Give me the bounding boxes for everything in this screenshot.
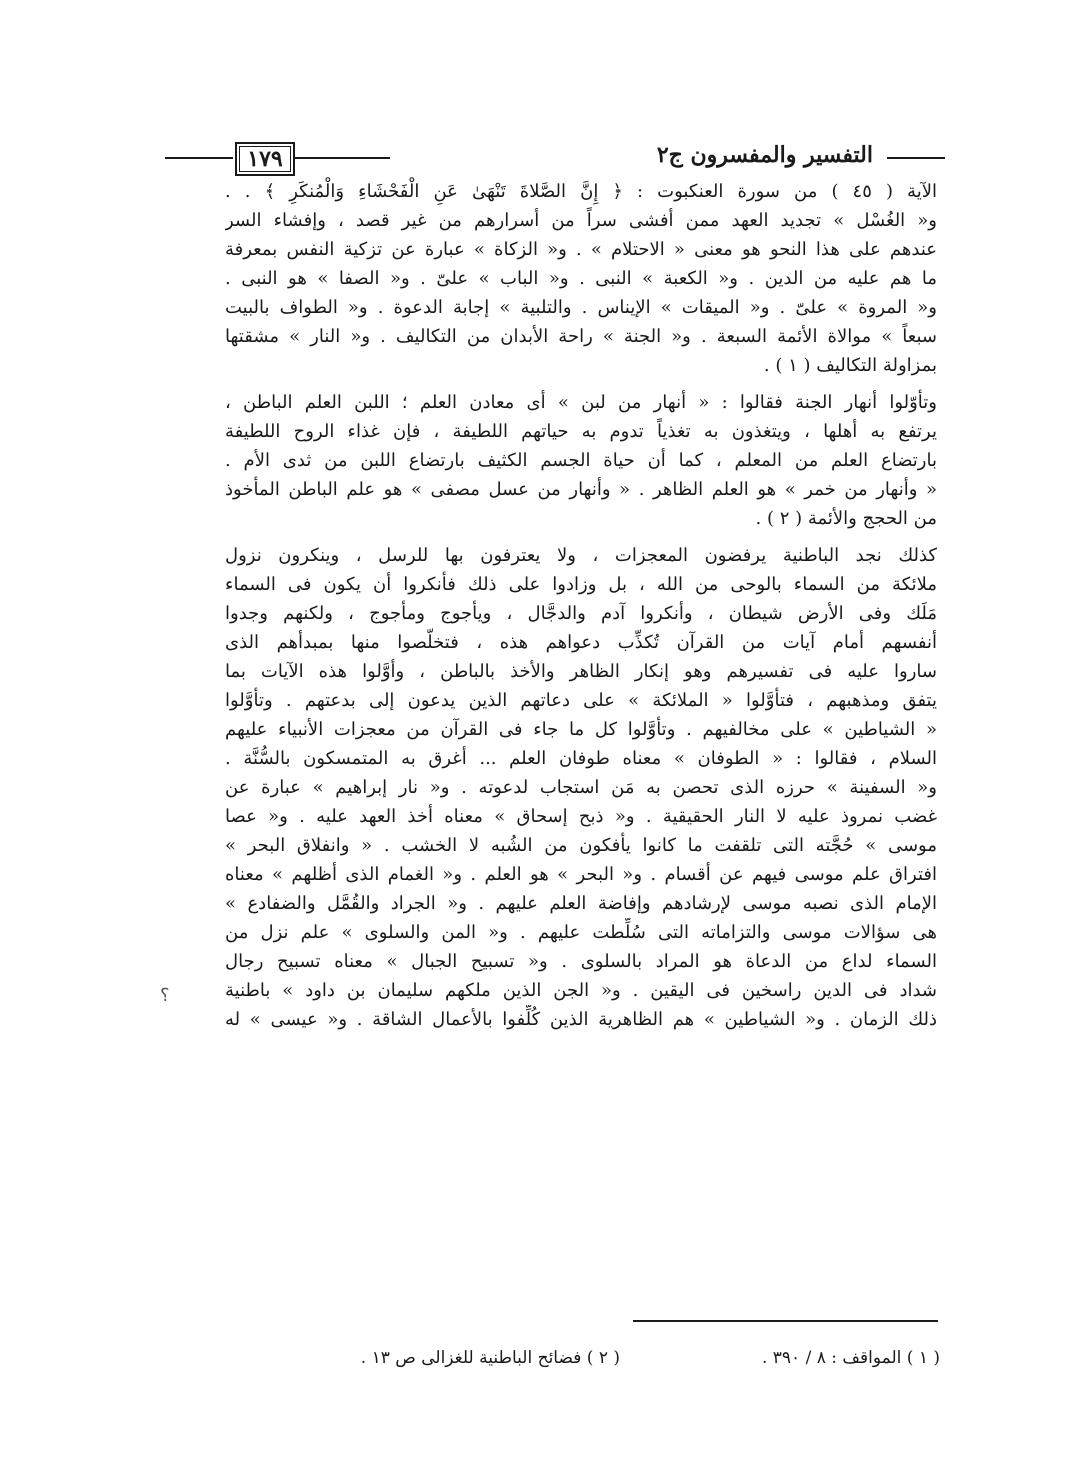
text-line: و« المروة » علىّ . و« الميقات » الإيناس . والتلبية » إجابة الدعوة . و« الطواف بالبيت — [225, 297, 937, 318]
text-line: ساروا عليه فى تفسيرهم وهو إنكار الظاهر والأخذ بالباطن ، وأوَّلوا هذه الآيات بما — [225, 661, 937, 682]
text-line: شداد فى الدين راسخين فى اليقين . و« الجن الذين ملكهم سليمان بن داود » باطنية — [225, 980, 937, 1001]
book-title: التفسير والمفسرون ج٢ — [656, 142, 873, 168]
text-line: كذلك نجد الباطنية يرفضون المعجزات ، ولا يعترفون بها للرسل ، وينكرون نزول — [225, 545, 937, 566]
text-line: السلام ، فقالوا : « الطوفان » معناه طوفان العلم ... أغرق به المتمسكون بالسُّنَّة . — [225, 748, 937, 769]
body-text — [225, 177, 937, 1034]
running-header — [165, 140, 945, 180]
text-line: « وأنهار من خمر » هو العلم الظاهر . « وأنهار من عسل مصفى » هو علم الباطن المأخوذ — [225, 479, 937, 500]
text-line: افتراق علم موسى فيهم عن أقسام . و« البحر » هو العلم . و« الغمام الذى أظلهم » معناه — [225, 864, 937, 885]
page-number: ١٧٩ — [235, 142, 295, 176]
text-line: بمزاولة التكاليف ( ١ ) . — [763, 355, 937, 376]
text-line: بارتضاع العلم من المعلم ، كما أن حياة الجسم الكثيف بارتضاع اللبن من ثدى الأم . — [225, 450, 937, 471]
text-line: هى سؤالات موسى والتزاماته التى سُلِّطت عليهم . و« المن والسلوى » علم نزل من — [225, 922, 937, 943]
text-line: و« السفينة » حرزه الذى تحصن به مَن استجاب لدعوته . و« نار إبراهيم » عبارة عن — [225, 777, 937, 798]
text-line: يتفق ومذهبهم ، فتأوَّلوا « الملائكة » على دعاتهم الذين يدعون إلى بدعتهم . وتأوَّلوا — [225, 690, 937, 711]
text-line: السماء لداع من الدعاة هو المراد بالسلوى . و« تسبيح الجبال » معناه تسبيح رجال — [225, 951, 937, 972]
text-line: الإمام الذى نصبه موسى لإرشادهم وإفاضة العلم عليهم . و« الجراد والقُمَّل والضفادع » — [225, 893, 937, 914]
text-line: من الحجج والأئمة ( ٢ ) . — [755, 508, 937, 529]
paragraph-gap — [225, 380, 937, 388]
text-line: مَلَك وفى الأرض شيطان ، وأنكروا آدم والدجَّال ، ويأجوج ومأجوج ، ولكنهم وجدوا — [225, 603, 937, 624]
text-line: وتأوّلوا أنهار الجنة فقالوا : « أنهار من لبن » أى معادن العلم ؛ اللبن العلم الباطن ، — [225, 392, 937, 413]
text-line: ذلك الزمان . و« الشياطين » هم الظاهرية الذين كُلِّفوا بالأعمال الشاقة . و« عيسى » له — [225, 1009, 937, 1030]
header-rule-left — [165, 157, 233, 159]
text-line: أنفسهم أمام آيات من القرآن تُكذِّب دعواهم هذه ، فتخلَّصوا منها بمبدأهم الذى — [225, 632, 937, 653]
footnote-1: ( ١ ) المواقف : ٨ / ٣٩٠ . — [761, 1348, 940, 1368]
paragraph-gap — [225, 533, 937, 541]
text-line: سبعاً » موالاة الأئمة السبعة . و« الجنة » راحة الأبدان من التكاليف . و« النار » مشقتها — [225, 326, 937, 347]
text-line: موسى » حُجَّته التى تلقفت ما كانوا يأفكون من الشُبه لا الخشب . « وانفلاق البحر » — [225, 835, 937, 856]
text-line: عندهم على هذا النحو هو معنى « الاحتلام » . و« الزكاة » عبارة عن تزكية النفس بمعرفة — [225, 239, 937, 260]
text-line: « الشياطين » على مخالفيهم . وتأوَّلوا كل ما جاء فى القرآن من معجزات الأنبياء عليهم — [225, 719, 937, 740]
text-line: ما هم عليه من الدين . و« الكعبة » النبى . و« الباب » علىّ . و« الصفا » هو النبى . — [225, 268, 937, 289]
text-line: ملائكة من السماء بالوحى من الله ، بل وزادوا على ذلك فأنكروا أن يكون فى السماء — [225, 574, 937, 595]
text-line: يرتفع به أهلها ، ويتغذون به تغذياً تدوم به حياتهم اللطيفة ، فإن غذاء الروح اللطيفة — [225, 421, 937, 442]
footnote-2: ( ٢ ) فضائح الباطنية للغزالى ص ١٣ . — [360, 1348, 620, 1368]
text-line: و« الغُسْل » تجديد العهد ممن أفشى سراً من أسرارهم من غير قصد ، وإفشاء السر — [225, 210, 937, 231]
header-rule-middle — [295, 157, 390, 159]
header-rule-right — [887, 157, 945, 159]
handwritten-question-mark: ؟ — [160, 985, 170, 1006]
text-line: غضب نمروذ عليه لا النار الحقيقية . و« ذبح إسحاق » معناه أخذ العهد عليه . و« عصا — [225, 806, 937, 827]
footnotes — [250, 1348, 940, 1378]
footnote-separator — [633, 1320, 938, 1322]
text-line: الآية ( ٤٥ ) من سورة العنكبوت : ﴿ إِنَّ الصَّلاةَ تَنْهَىٰ عَنِ الْفَحْشَاءِ وَالْمُنكَرِ ﴾ . . — [225, 181, 937, 202]
